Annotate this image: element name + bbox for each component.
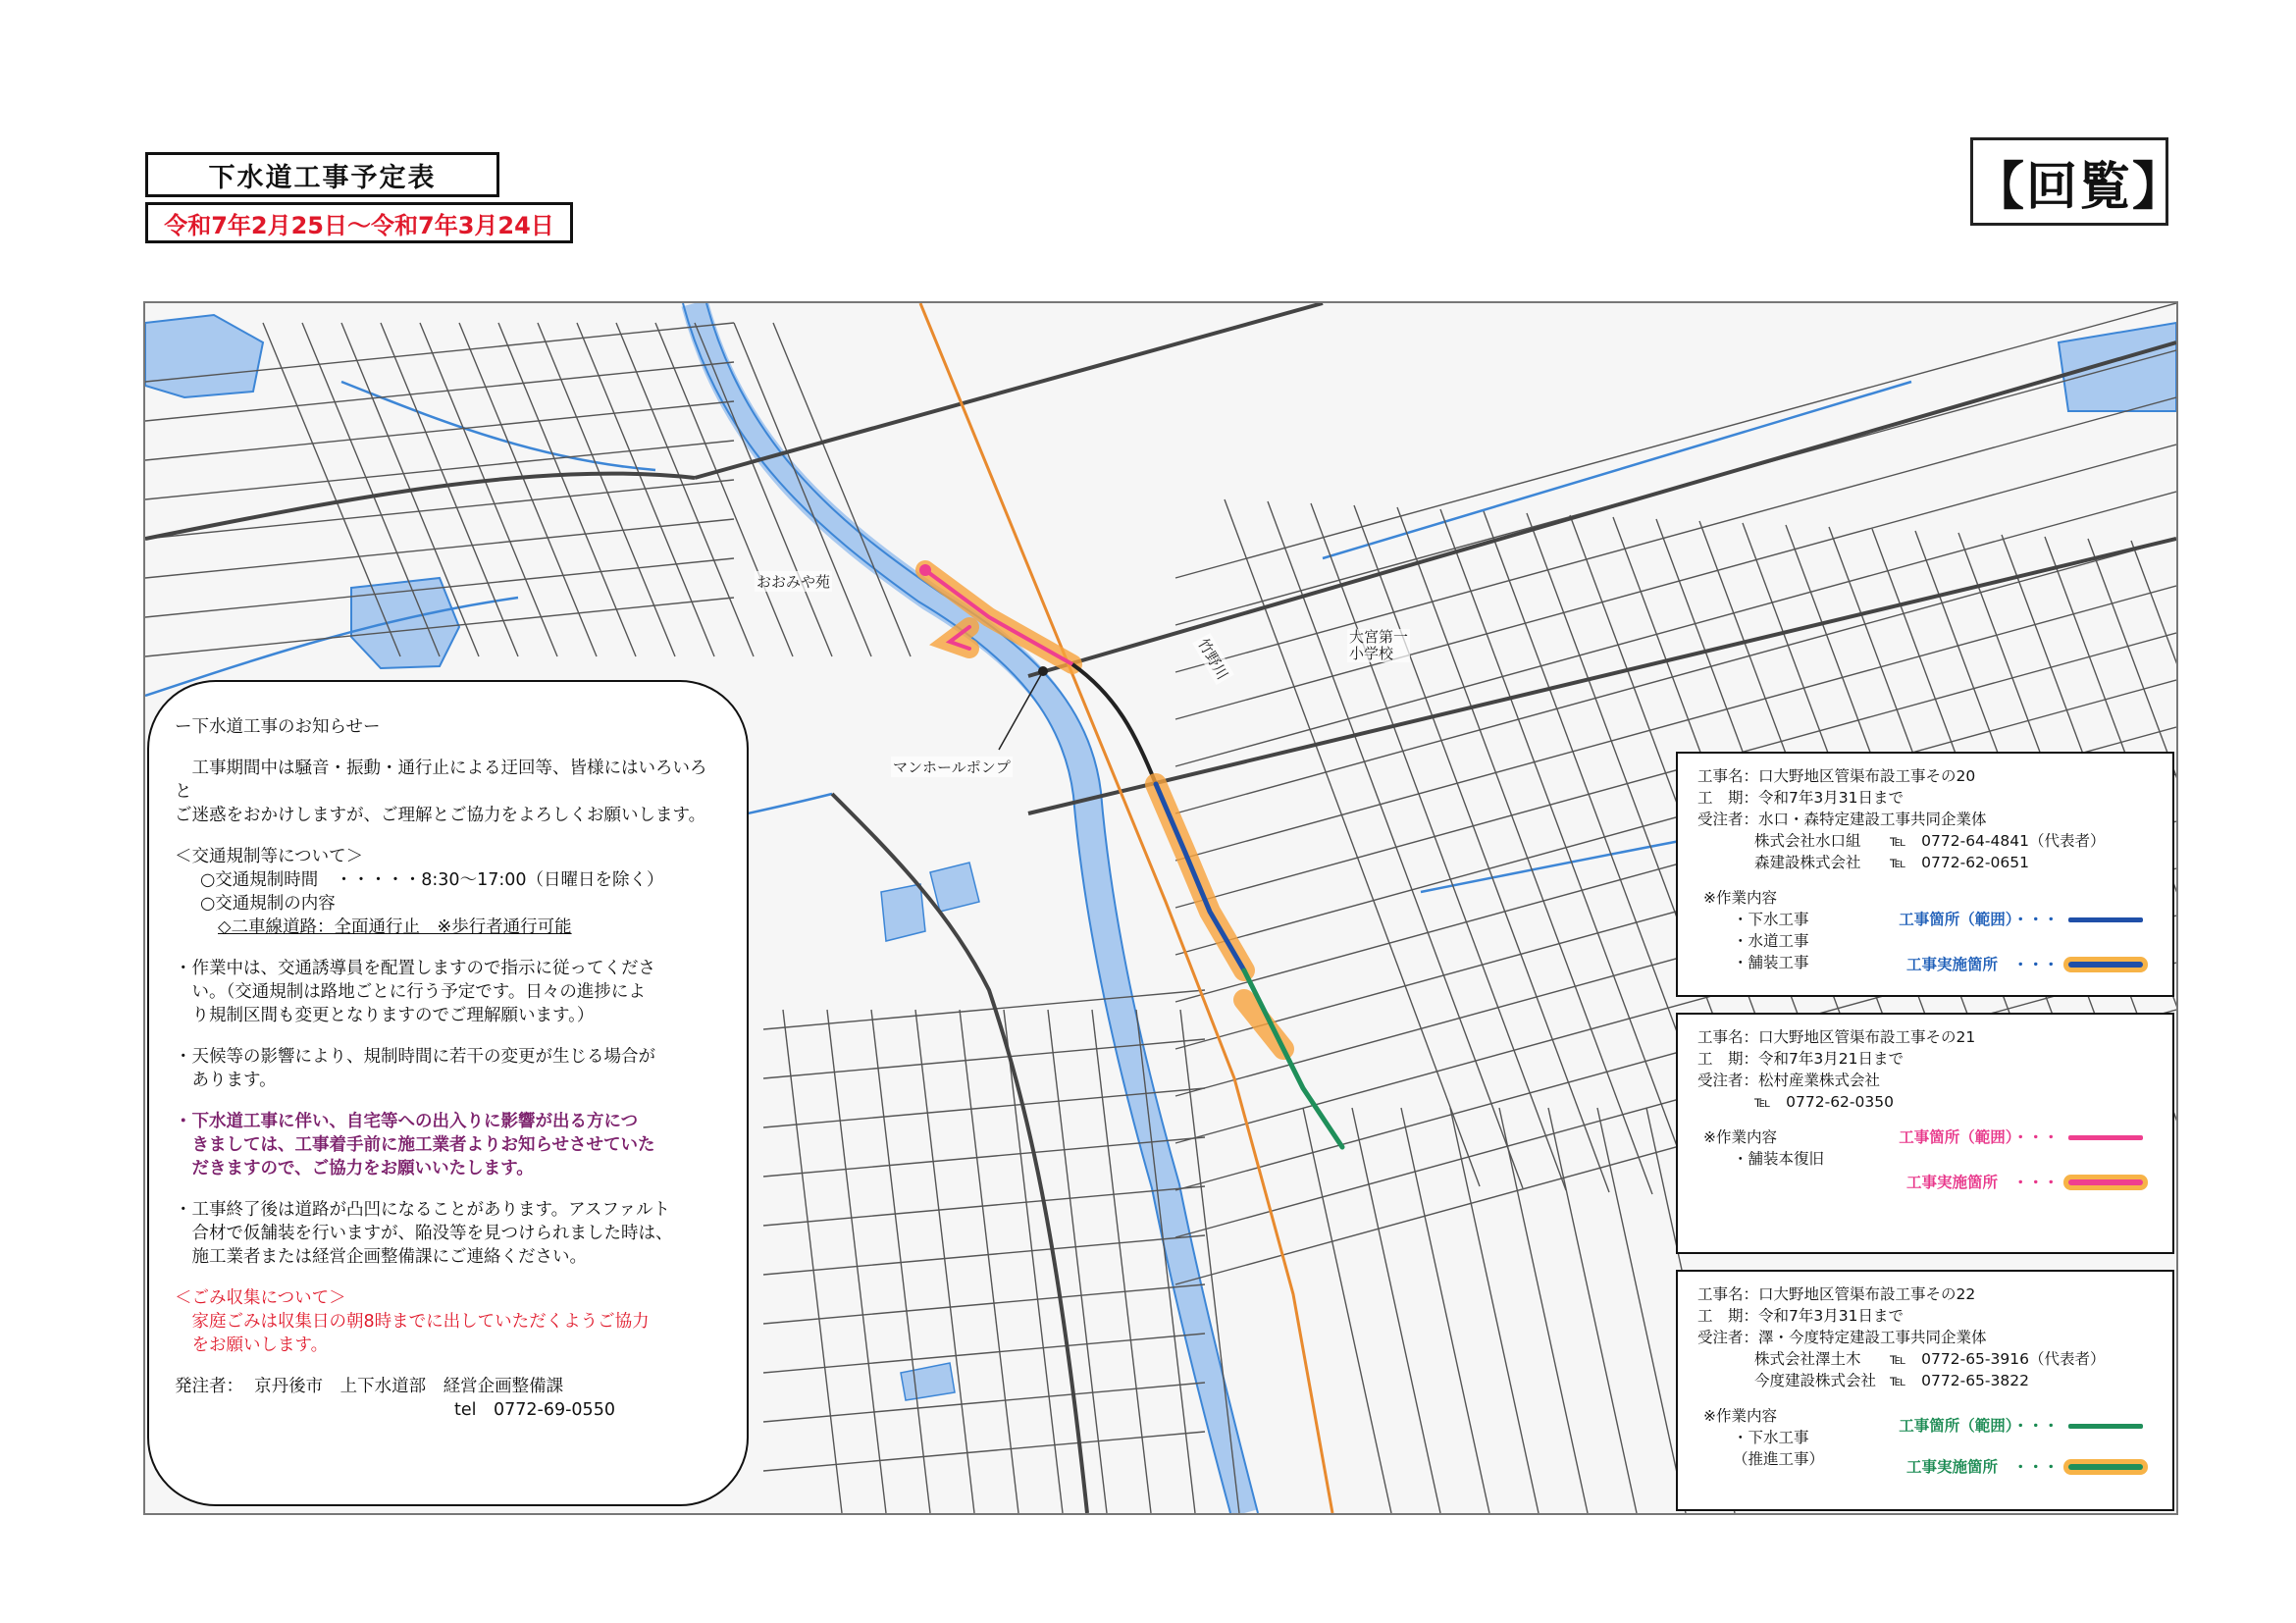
legend-range-line — [2068, 1135, 2143, 1140]
legend-active-label: 工事実施箇所 ・・・ — [1905, 956, 2059, 973]
label-river: 竹野川 — [1192, 633, 1234, 685]
company-tel: ℡ 0772-65-3916（代表者） — [1890, 1350, 2106, 1368]
project-term: 工 期：令和7年3月31日まで — [1697, 1307, 1904, 1325]
road-segment — [763, 1432, 1205, 1471]
legend-range-label: 工事箇所（範囲）・・・ — [1899, 1417, 2059, 1435]
legend-active-green — [1906, 1456, 2143, 1478]
road-segment — [1175, 492, 2176, 766]
pond-small-1 — [881, 884, 925, 941]
garbage-heading: ＜ごみ収集について＞ — [175, 1288, 346, 1308]
road-segment — [498, 323, 636, 656]
road-segment — [827, 1010, 886, 1513]
legend-active-blue — [1906, 954, 2143, 975]
road-segment — [145, 480, 734, 539]
company-name: 森建設株式会社 — [1754, 854, 1861, 871]
notice-issuer: 発注者： 京丹後市 上下水道部 経営企画整備課 — [175, 1377, 564, 1396]
legend-range-line — [2068, 1424, 2143, 1429]
legend-active-label: 工事実施箇所 ・・・ — [1905, 1174, 2059, 1191]
route-start-marker — [919, 564, 931, 576]
road-segment — [871, 1010, 930, 1513]
road-segment — [1268, 501, 1523, 1188]
project-contractor: 受注者：水口・森特定建設工事共同企業体 — [1697, 811, 1987, 828]
road-segment — [734, 323, 871, 656]
legend-range-pink — [1899, 1126, 2143, 1148]
notice-tel: tel 0772-69-0550 — [454, 1400, 615, 1420]
road-segment — [1397, 507, 1652, 1194]
notice-guide: ・作業中は、交通誘導員を配置しますので指示に従ってくださ い。（交通規制は路地ごとに行う予定です。日々の進捗によ り規制区間も変更となりますのでご理解願います。） — [175, 959, 655, 1025]
company-row — [1697, 1370, 2157, 1391]
company-row — [1697, 830, 2157, 852]
road-segment — [1311, 503, 1566, 1190]
road-segment — [1225, 499, 1480, 1186]
work-item: ・下水工事 — [1733, 911, 1809, 928]
company-name: 今度建設株式会社 — [1754, 1372, 1877, 1389]
project-contractor: 受注者：松村産業株式会社 — [1697, 1072, 1881, 1089]
road-segment — [1499, 1108, 1588, 1513]
road-segment — [763, 1284, 1205, 1324]
legend-range-green — [1899, 1415, 2143, 1437]
company-tel: ℡ 0772-65-3822 — [1890, 1372, 2029, 1389]
traffic-detail: ◇二車線道路：全面通行止 ※歩行者通行可能 — [218, 917, 572, 937]
company-tel: ℡ 0772-62-0350 — [1754, 1093, 1894, 1111]
road-segment — [1401, 1108, 1489, 1513]
traffic-content: ○交通規制の内容 — [200, 894, 336, 914]
notice-asphalt: ・工事終了後は道路が凸凹になることがあります。アスファルト 合材で仮舗装を行いますが、陥没等を見つけられました時は、 施工業者または経営企画整備課にご連絡ください。 — [175, 1200, 673, 1267]
work-item: ・下水工事 — [1733, 1429, 1809, 1446]
notice-weather: ・天候等の影響により、規制時間に若干の変更が生じる場合が あります。 — [175, 1047, 655, 1090]
work-item: （推進工事） — [1733, 1450, 1825, 1468]
label-manhole-pump: マンホールポンプ — [893, 759, 1011, 776]
traffic-heading: ＜交通規制等について＞ — [175, 847, 364, 866]
road-segment — [763, 1137, 1205, 1177]
road-segment — [1175, 397, 2176, 672]
work-heading: ※作業内容 — [1703, 1128, 1777, 1146]
road-segment — [538, 323, 675, 656]
traffic-time: ○交通規制時間 ・・・・・8:30～17:00（日曜日を除く） — [200, 870, 664, 890]
notice-access: ・下水道工事に伴い、自宅等への出入りに影響が出る方につ きましては、工事着手前に施工業者よりお知らせさせていた だきますので、ご協力をお願いいたします。 — [175, 1112, 655, 1178]
legend-active-line — [2068, 962, 2143, 968]
legend-range-line — [2068, 917, 2143, 922]
circulation-stamp: 【回覧】 — [1970, 137, 2168, 226]
work-item: ・舗装工事 — [1733, 954, 1809, 971]
project-box-21 — [1676, 1013, 2174, 1254]
road-segment — [1175, 445, 2176, 719]
project-term: 工 期：令和7年3月21日まで — [1697, 1050, 1904, 1068]
project-term: 工 期：令和7年3月31日まで — [1697, 789, 1904, 807]
road-segment — [1548, 1108, 1637, 1513]
legend-active-label: 工事実施箇所 ・・・ — [1905, 1458, 2059, 1476]
company-row — [1697, 1091, 2157, 1113]
notice-intro: 工事期間中は騒音・振動・通行止による迂回等、皆様にはいろいろと ご迷惑をおかけしますが、ご理解とご協力をよろしくお願いします。 — [175, 759, 707, 825]
legend-range-label: 工事箇所（範囲）・・・ — [1899, 1128, 2059, 1146]
schedule-period: 令和7年2月25日～令和7年3月24日 — [145, 202, 573, 243]
railway-line — [920, 303, 1332, 1513]
project-contractor: 受注者：澤・今度特定建設工事共同企業体 — [1697, 1329, 1987, 1346]
legend-range-label: 工事箇所（範囲）・・・ — [1899, 911, 2059, 928]
project-box-22 — [1676, 1270, 2174, 1511]
road-segment — [960, 1010, 1018, 1513]
legend-active-line — [2068, 1464, 2143, 1470]
company-row — [1697, 1348, 2157, 1370]
company-row — [1697, 852, 2157, 873]
company-tel: ℡ 0772-64-4841（代表者） — [1890, 832, 2106, 850]
company-name: 株式会社水口組 — [1754, 832, 1861, 850]
company-name: 株式会社澤土木 — [1754, 1350, 1861, 1368]
notice-heading: ー下水道工事のお知らせー — [175, 717, 381, 737]
work-heading: ※作業内容 — [1703, 889, 1777, 907]
road-segment — [459, 323, 597, 656]
road-segment — [1450, 1108, 1539, 1513]
project-box-20 — [1676, 752, 2174, 997]
road-segment — [763, 1383, 1205, 1422]
project-name: 工事名：口大野地区管渠布設工事その21 — [1697, 1028, 1976, 1046]
road-segment — [915, 1010, 974, 1513]
road-segment — [783, 1010, 842, 1513]
takeno-river — [695, 303, 1244, 1513]
garbage-body: 家庭ごみは収集日の朝8時までに出していただくようご協力 をお願いします。 — [191, 1312, 650, 1355]
legend-active-pink — [1906, 1172, 2143, 1193]
label-school: 大宮第一 小学校 — [1349, 628, 1409, 662]
work-item: ・水道工事 — [1733, 932, 1809, 950]
page-title: 下水道工事予定表 — [145, 152, 499, 197]
road-segment — [1440, 509, 1696, 1196]
road-segment — [763, 1235, 1205, 1275]
work-heading: ※作業内容 — [1703, 1407, 1777, 1425]
company-tel: ℡ 0772-62-0651 — [1890, 854, 2029, 871]
road-segment — [1303, 1108, 1391, 1513]
label-oomiyaen: おおみや苑 — [757, 573, 831, 591]
road-segment — [145, 519, 734, 578]
work-item: ・舗装本復旧 — [1733, 1150, 1825, 1168]
pond-small-2 — [930, 863, 979, 912]
project-name: 工事名：口大野地区管渠布設工事その22 — [1697, 1285, 1976, 1303]
pond-small-3 — [901, 1363, 955, 1400]
notice-box — [147, 680, 749, 1506]
legend-active-line — [2068, 1179, 2143, 1185]
road-segment — [763, 1334, 1205, 1373]
project-name: 工事名：口大野地区管渠布設工事その20 — [1697, 767, 1976, 785]
road-segment — [1175, 303, 2176, 578]
road-segment — [1597, 1108, 1686, 1513]
pond-top-left — [145, 315, 263, 397]
road-segment — [145, 401, 734, 460]
legend-range-blue — [1899, 909, 2143, 930]
road-segment — [263, 323, 400, 656]
